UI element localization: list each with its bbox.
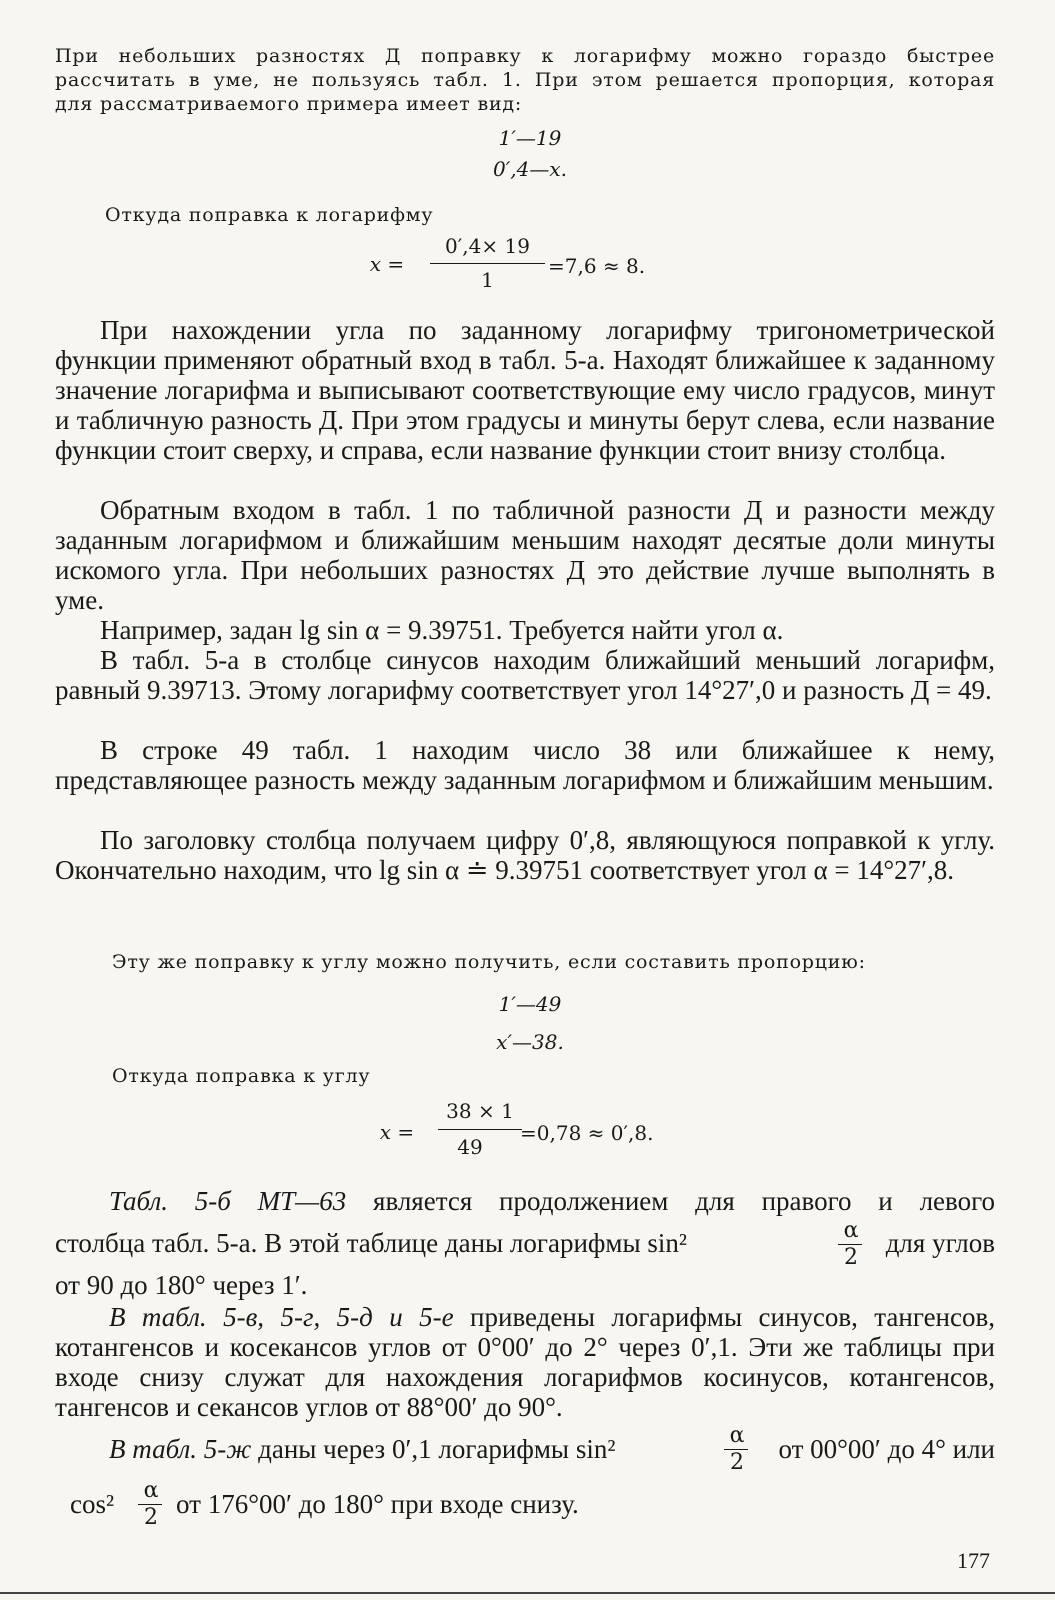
table-5zh-line-2: от 176°00′ до 180° при входе снизу.	[176, 1489, 579, 1519]
table-5b-line-2-end: для углов	[885, 1228, 995, 1258]
correction-2-label: Откуда поправка к углу	[112, 1065, 371, 1087]
table-5zh-reference: В табл. 5-ж	[109, 1434, 252, 1464]
formula-2-lhs: x =	[379, 1120, 415, 1144]
table-5zh-text: даны через 0′,1 логарифмы sin²	[251, 1434, 616, 1464]
page-number: 177	[957, 1548, 990, 1573]
formula-1-denominator: 1	[481, 268, 494, 292]
table-5b-line-3: от 90 до 180° через 1′.	[55, 1270, 308, 1300]
paragraph-tables-5v-5e	[55, 1302, 995, 1422]
table-5zh-cos-squared: cos²	[70, 1489, 115, 1519]
table-5b-reference: Табл. 5-б МТ—63	[109, 1186, 347, 1216]
paragraph-table-5b	[55, 1186, 995, 1216]
table-5zh-fraction-2-denominator: 2	[144, 1505, 158, 1530]
formula-1-result: =7,6 ≈ 8.	[548, 254, 646, 278]
proportion-2-line-2: x′—38.	[496, 1030, 564, 1054]
paragraph-inverse-entry: При нахождении угла по заданному логарифму тригонометрической функции применяют обратный вход в табл. 5-а. Находят ближайшее к заданному значение логарифма и выписывают соответствующие ему число градусов, минут и табличную разность Д. При этом градусы и минуты берут слева, если название функции стоит сверху, и справа, если название функции стоит внизу столбца.	[55, 315, 995, 465]
formula-2-numerator: 38 × 1	[446, 1099, 514, 1123]
table-5zh-fraction-1-numerator: α	[729, 1423, 745, 1448]
intro-line-3: для рассматриваемого примера имеет вид:	[55, 93, 523, 115]
table-5zh-text-end: от 00°00′ до 4° или	[778, 1434, 995, 1464]
intro-line-1: При небольших разностях Д поправку к логарифму можно гораздо быстрее	[55, 45, 995, 67]
correction-1-label: Откуда поправка к логарифму	[105, 204, 434, 226]
table-5b-line-2-text: столбца табл. 5-а. В этой таблице даны логарифмы sin²	[55, 1228, 687, 1258]
paragraph-row-49: В строке 49 табл. 1 находим число 38 или ближайшее к нему, представляющее разность между заданным логарифмом и ближайшим меньшим.	[55, 735, 995, 795]
formula-1-lhs: x =	[369, 252, 405, 276]
page-bottom-edge	[0, 1592, 1055, 1594]
proportion-1-line-1: 1′—19	[498, 126, 562, 150]
table-5b-fraction-numerator: α	[843, 1218, 859, 1243]
paragraph-result: По заголовку столбца получаем цифру 0′,8, являющуюся поправкой к углу. Окончательно находим, что lg sin α ≐ 9.39751 соответствует угол α = 14°27′,8.	[55, 825, 995, 885]
formula-1-numerator: 0′,4× 19	[445, 234, 530, 258]
proportion-2-line-1: 1′—49	[498, 992, 562, 1016]
proportion-2-intro: Эту же поправку к углу можно получить, если составить пропорцию:	[112, 951, 866, 973]
table-5zh-fraction-1-denominator: 2	[730, 1450, 744, 1475]
formula-1-fraction-bar	[430, 263, 545, 264]
formula-2-fraction-bar	[438, 1129, 522, 1130]
table-5zh-fraction-2-numerator: α	[143, 1478, 159, 1503]
formula-2-result: =0,78 ≈ 0′,8.	[520, 1121, 654, 1145]
paragraph-table-5zh	[109, 1434, 729, 1464]
intro-line-2: рассчитать в уме, не пользуясь табл. 1. При этом решается пропорция, которая	[55, 69, 995, 91]
paragraph-table-1-entry: Обратным входом в табл. 1 по табличной разности Д и разности между заданным логарифмом и ближайшим меньшим находят десятые доли минуты искомого угла. При небольших разностях Д это действие лучше выполнять в уме.	[55, 495, 995, 615]
formula-2-denominator: 49	[457, 1135, 483, 1159]
proportion-1-line-2: 0′,4—x.	[493, 157, 567, 181]
paragraph-table-5a-lookup: В табл. 5-а в столбце синусов находим ближайший меньший логарифм, равный 9.39713. Этому логарифму соответствует угол 14°27′,0 и разность Д = 49.	[55, 645, 995, 705]
table-5b-text: является продолжением для правого и левого	[346, 1186, 995, 1216]
table-5b-fraction-denominator: 2	[844, 1245, 858, 1270]
paragraph-example: Например, задан lg sin α = 9.39751. Требуется найти угол α.	[100, 615, 784, 645]
tables-5v-5e-reference: В табл. 5-в, 5-г, 5-д и 5-е	[109, 1302, 454, 1332]
intro-text	[55, 44, 995, 116]
tables-5v-5e-text: приведены логарифмы синусов, тангенсов, котангенсов и косекансов углов от 0°00′ до 2° через 0′,1. Эти же таблицы при входе снизу служат для нахождения логарифмов косинусов, котангенсов, тангенсов и секансов углов от 88°00′ до 90°.	[55, 1302, 995, 1422]
